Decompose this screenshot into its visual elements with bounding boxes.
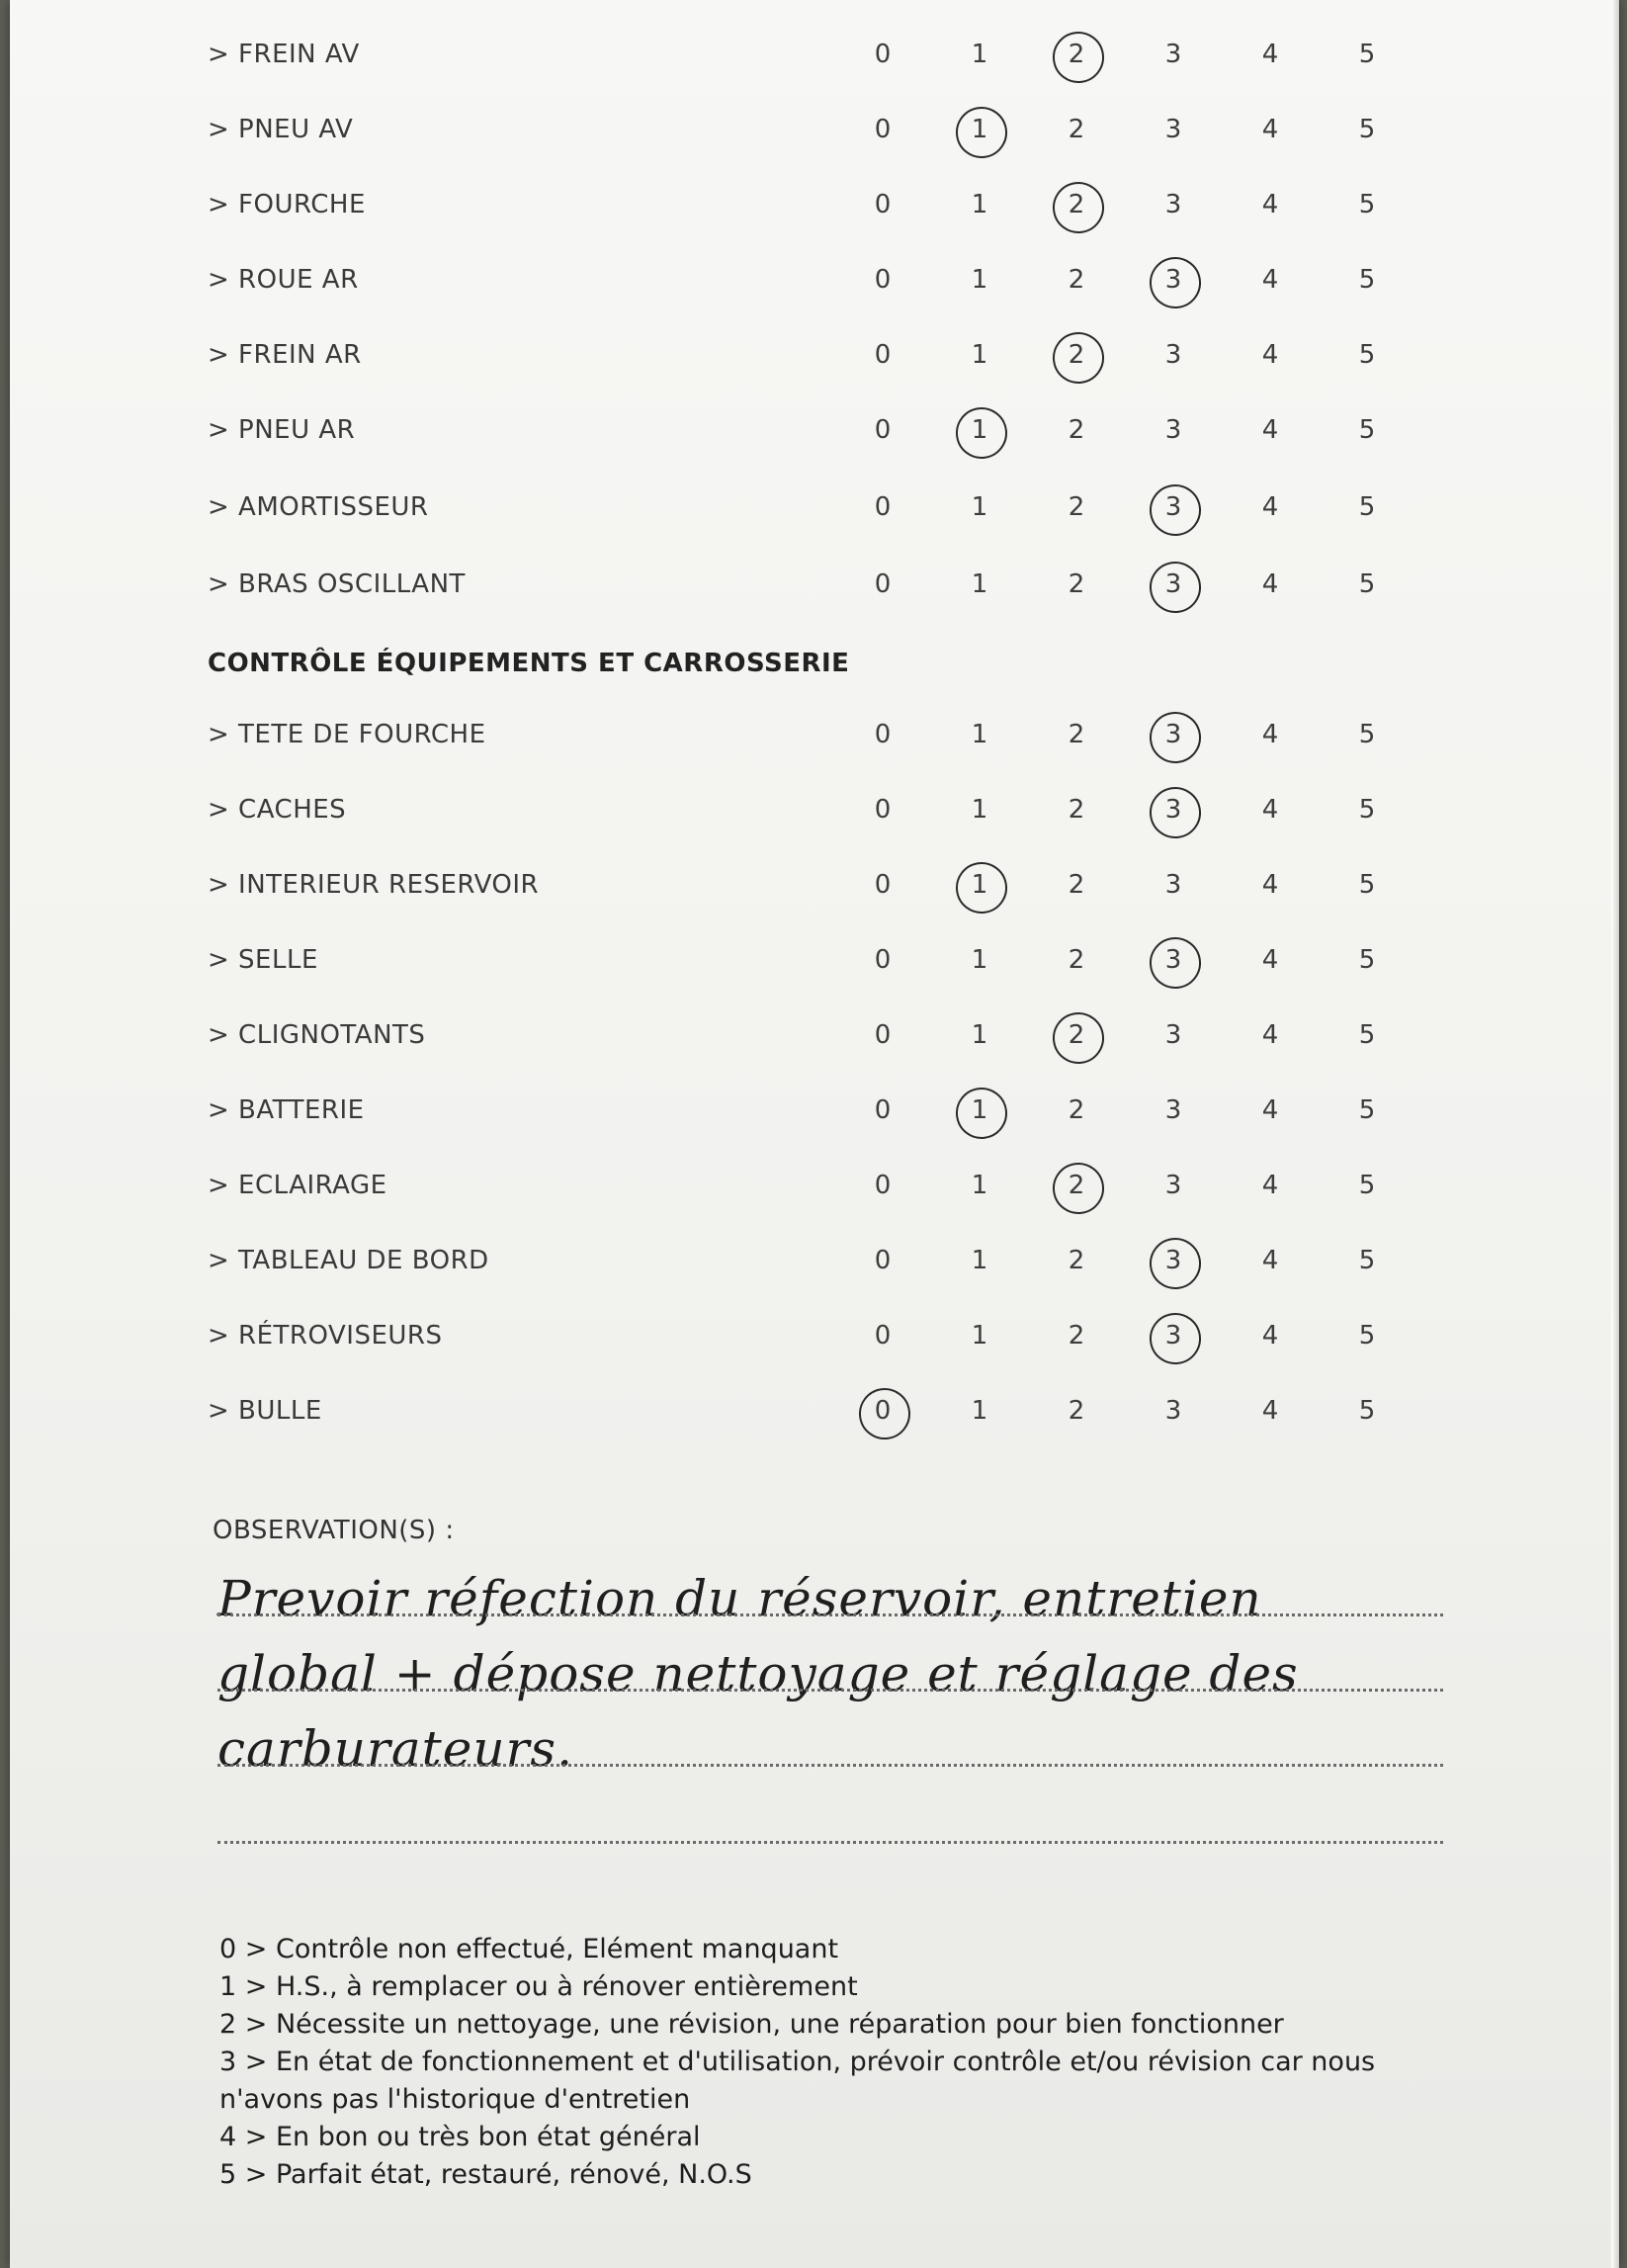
score-option: 5	[1358, 870, 1376, 900]
score-option: 0	[874, 870, 892, 900]
rating-row	[10, 30, 1619, 89]
score-option: 4	[1261, 1020, 1279, 1050]
selected-score-circle	[1050, 179, 1108, 237]
score-option: 5	[1358, 1020, 1376, 1050]
score-option: 2	[1068, 569, 1085, 599]
rating-row	[10, 405, 1619, 465]
score-option: 1	[971, 795, 988, 825]
rating-row	[10, 1010, 1619, 1070]
score-option: 3	[1164, 1321, 1182, 1351]
selected-score-circle	[953, 1085, 1011, 1143]
legend-line-5: 5 > Parfait état, restauré, rénové, N.O.S	[219, 2159, 752, 2190]
score-option: 4	[1261, 795, 1279, 825]
score-option: 3	[1164, 415, 1182, 445]
selected-score-circle	[1147, 934, 1205, 993]
selected-score-circle	[1147, 1235, 1205, 1293]
score-option: 3	[1164, 720, 1182, 749]
score-option: 3	[1164, 1396, 1182, 1426]
score-option: 3	[1164, 1095, 1182, 1125]
score-option: 2	[1068, 1095, 1085, 1125]
score-option: 4	[1261, 870, 1279, 900]
score-option: 1	[971, 1171, 988, 1200]
score-option: 4	[1261, 720, 1279, 749]
rating-row	[10, 560, 1619, 619]
score-option: 3	[1164, 795, 1182, 825]
rating-item-label: > FREIN AR	[208, 340, 362, 370]
score-option: 4	[1261, 340, 1279, 370]
score-option: 2	[1068, 415, 1085, 445]
rating-row	[10, 105, 1619, 164]
selected-score-circle	[1147, 784, 1205, 842]
score-option: 4	[1261, 1095, 1279, 1125]
score-option: 1	[971, 265, 988, 295]
score-option: 2	[1068, 1246, 1085, 1275]
score-option: 0	[874, 1396, 892, 1426]
selected-score-circle	[953, 859, 1011, 917]
score-option: 2	[1068, 492, 1085, 522]
score-option: 5	[1358, 720, 1376, 749]
score-option: 4	[1261, 945, 1279, 975]
selected-score-circle	[1147, 709, 1205, 767]
score-option: 0	[874, 265, 892, 295]
score-option: 4	[1261, 492, 1279, 522]
score-option: 0	[874, 492, 892, 522]
selected-score-circle	[1147, 481, 1205, 540]
score-option: 3	[1164, 492, 1182, 522]
score-option: 1	[971, 1246, 988, 1275]
selected-score-circle	[1050, 1009, 1108, 1068]
legend-line-3-cont: n'avons pas l'historique d'entretien	[219, 2084, 691, 2115]
score-option: 1	[971, 1321, 988, 1351]
score-option: 4	[1261, 190, 1279, 219]
score-option: 5	[1358, 340, 1376, 370]
score-option: 5	[1358, 492, 1376, 522]
selected-score-circle	[953, 104, 1011, 162]
score-option: 3	[1164, 190, 1182, 219]
score-option: 1	[971, 1020, 988, 1050]
rating-item-label: > INTERIEUR RESERVOIR	[208, 870, 540, 900]
score-option: 3	[1164, 870, 1182, 900]
score-option: 1	[971, 1396, 988, 1426]
score-option: 0	[874, 1246, 892, 1275]
legend-line-4: 4 > En bon ou très bon état général	[219, 2122, 701, 2152]
score-option: 0	[874, 1321, 892, 1351]
rating-row	[10, 330, 1619, 390]
legend-line-2: 2 > Nécessite un nettoyage, une révision, une réparation pour bien fonctionner	[219, 2009, 1284, 2040]
rating-item-label: > SELLE	[208, 945, 318, 975]
score-option: 5	[1358, 945, 1376, 975]
score-option: 4	[1261, 1171, 1279, 1200]
rating-row	[10, 1161, 1619, 1220]
legend-line-0: 0 > Contrôle non effectué, Elément manquant	[219, 1934, 839, 1964]
selected-score-circle	[1147, 1310, 1205, 1368]
observations-label: OBSERVATION(S) :	[213, 1516, 455, 1545]
selected-score-circle	[856, 1385, 914, 1443]
rating-item-label: > TETE DE FOURCHE	[208, 720, 486, 749]
score-option: 5	[1358, 190, 1376, 219]
rating-row	[10, 785, 1619, 844]
score-option: 4	[1261, 569, 1279, 599]
rating-item-label: > BULLE	[208, 1396, 322, 1426]
score-option: 0	[874, 115, 892, 144]
score-option: 5	[1358, 40, 1376, 69]
score-option: 2	[1068, 795, 1085, 825]
observation-dotted-line-4	[217, 1841, 1443, 1844]
score-option: 0	[874, 40, 892, 69]
score-option: 5	[1358, 1396, 1376, 1426]
rating-item-label: > BATTERIE	[208, 1095, 365, 1125]
rating-row	[10, 860, 1619, 919]
score-option: 2	[1068, 115, 1085, 144]
rating-item-label: > RÉTROVISEURS	[208, 1321, 443, 1351]
score-option: 4	[1261, 40, 1279, 69]
rating-item-label: > CLIGNOTANTS	[208, 1020, 426, 1050]
score-option: 1	[971, 340, 988, 370]
score-option: 5	[1358, 795, 1376, 825]
score-option: 4	[1261, 1246, 1279, 1275]
score-option: 1	[971, 492, 988, 522]
rating-item-label: > PNEU AR	[208, 415, 356, 445]
score-option: 0	[874, 190, 892, 219]
score-option: 2	[1068, 190, 1085, 219]
score-option: 1	[971, 569, 988, 599]
section-title: CONTRÔLE ÉQUIPEMENTS ET CARROSSERIE	[208, 649, 850, 678]
rating-row	[10, 255, 1619, 314]
score-option: 1	[971, 1095, 988, 1125]
score-option: 3	[1164, 569, 1182, 599]
score-option: 2	[1068, 870, 1085, 900]
scoring-legend	[219, 1931, 1504, 2194]
observation-dotted-line-2	[217, 1689, 1443, 1692]
observation-line-3: carburateurs.	[217, 1720, 573, 1778]
score-option: 3	[1164, 1171, 1182, 1200]
score-option: 2	[1068, 945, 1085, 975]
score-option: 4	[1261, 415, 1279, 445]
rating-row	[10, 1311, 1619, 1370]
legend-line-3: 3 > En état de fonctionnement et d'utilisation, prévoir contrôle et/ou révision car nous	[219, 2047, 1376, 2077]
score-option: 1	[971, 190, 988, 219]
selected-score-circle	[953, 404, 1011, 463]
score-option: 1	[971, 720, 988, 749]
score-option: 5	[1358, 1171, 1376, 1200]
score-option: 1	[971, 870, 988, 900]
score-option: 1	[971, 945, 988, 975]
score-option: 0	[874, 945, 892, 975]
score-option: 2	[1068, 40, 1085, 69]
score-option: 1	[971, 115, 988, 144]
observation-dotted-line-1	[217, 1614, 1443, 1616]
rating-row	[10, 482, 1619, 542]
rating-row	[10, 1386, 1619, 1445]
rating-row	[10, 935, 1619, 995]
rating-item-label: > TABLEAU DE BORD	[208, 1246, 489, 1275]
score-option: 0	[874, 1171, 892, 1200]
score-option: 5	[1358, 115, 1376, 144]
rating-item-label: > AMORTISSEUR	[208, 492, 429, 522]
score-option: 0	[874, 340, 892, 370]
score-option: 3	[1164, 1246, 1182, 1275]
rating-row	[10, 1086, 1619, 1145]
score-option: 0	[874, 569, 892, 599]
score-option: 0	[874, 415, 892, 445]
score-option: 5	[1358, 265, 1376, 295]
score-option: 2	[1068, 340, 1085, 370]
score-option: 5	[1358, 1246, 1376, 1275]
score-option: 5	[1358, 415, 1376, 445]
score-option: 2	[1068, 720, 1085, 749]
score-option: 2	[1068, 1020, 1085, 1050]
score-option: 2	[1068, 1171, 1085, 1200]
selected-score-circle	[1147, 559, 1205, 617]
score-option: 2	[1068, 265, 1085, 295]
score-option: 3	[1164, 265, 1182, 295]
rating-row	[10, 180, 1619, 239]
score-option: 4	[1261, 1321, 1279, 1351]
selected-score-circle	[1050, 329, 1108, 388]
score-option: 4	[1261, 115, 1279, 144]
legend-line-1: 1 > H.S., à remplacer ou à rénover entièrement	[219, 1971, 858, 2002]
score-option: 5	[1358, 1095, 1376, 1125]
rating-item-label: > BRAS OSCILLANT	[208, 569, 466, 599]
score-option: 4	[1261, 265, 1279, 295]
score-option: 1	[971, 415, 988, 445]
selected-score-circle	[1050, 1160, 1108, 1218]
score-option: 4	[1261, 1396, 1279, 1426]
observation-line-2: global + dépose nettoyage et réglage des	[217, 1645, 1299, 1702]
rating-item-label: > FREIN AV	[208, 40, 360, 69]
score-option: 0	[874, 795, 892, 825]
score-option: 2	[1068, 1321, 1085, 1351]
score-option: 0	[874, 1095, 892, 1125]
inspection-sheet	[10, 0, 1619, 2268]
selected-score-circle	[1147, 254, 1205, 312]
score-option: 0	[874, 1020, 892, 1050]
score-option: 5	[1358, 1321, 1376, 1351]
rating-row	[10, 710, 1619, 769]
rating-item-label: > ECLAIRAGE	[208, 1171, 387, 1200]
score-option: 1	[971, 40, 988, 69]
rating-item-label: > FOURCHE	[208, 190, 366, 219]
score-option: 3	[1164, 115, 1182, 144]
score-option: 5	[1358, 569, 1376, 599]
score-option: 3	[1164, 1020, 1182, 1050]
score-option: 2	[1068, 1396, 1085, 1426]
rating-item-label: > PNEU AV	[208, 115, 354, 144]
rating-item-label: > ROUE AR	[208, 265, 359, 295]
score-option: 3	[1164, 40, 1182, 69]
observation-dotted-line-3	[217, 1764, 1443, 1767]
score-option: 3	[1164, 945, 1182, 975]
rating-row	[10, 1236, 1619, 1295]
score-option: 3	[1164, 340, 1182, 370]
score-option: 0	[874, 720, 892, 749]
observation-line-1: Prevoir réfection du réservoir, entretien	[217, 1570, 1262, 1627]
rating-item-label: > CACHES	[208, 795, 347, 825]
selected-score-circle	[1050, 29, 1108, 87]
